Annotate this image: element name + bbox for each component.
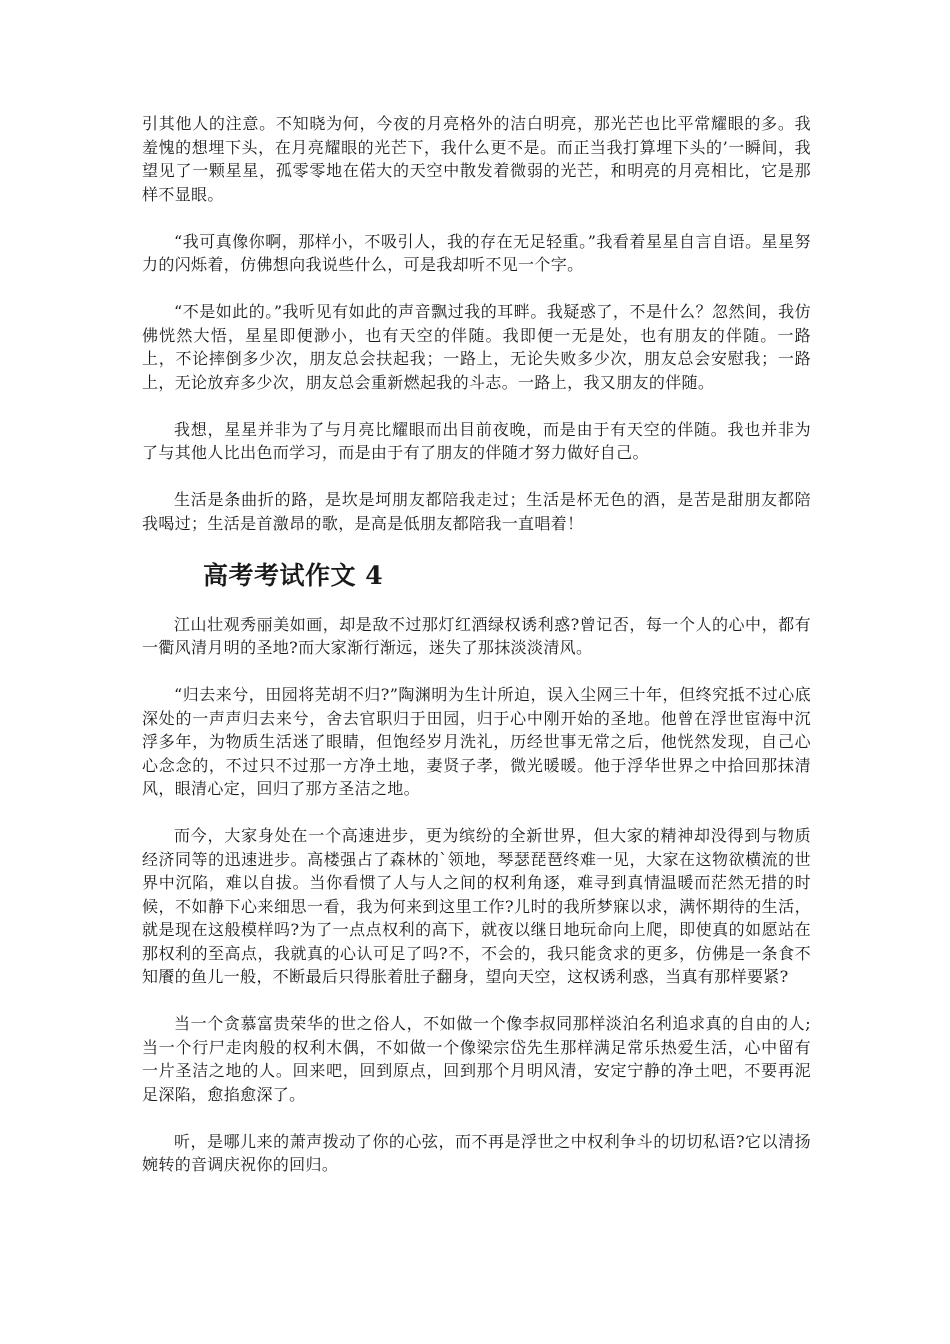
paragraph-3: “不是如此的。”我听见有如此的声音飘过我的耳畔。我疑惑了，不是什么？忽然间，我仿佛恍然大悟，星星即便渺小，也有天空的伴随。我即便一无是处，也有朋友的伴随。一路上，不论摔倒多少次，朋友总会扶起我；一路上，无论失败多少次，朋友总会安慰我；一路上，无论放弃多少次，朋友总会重新燃起我的斗志。一路上，我又朋友的伴随。 — [142, 302, 811, 392]
paragraph-9: 当一个贪慕富贵荣华的世之俗人，不如做一个像李叔同那样淡泊名利追求真的自由的人;当一个行尸走肉般的权利木偶，不如做一个像梁宗岱先生那样满足常乐热爱生活，心中留有一片圣洁之地的人。回来吧，回到原点，回到那个月明风清，安定宁静的净土吧，不要再泥足深陷，愈掐愈深了。 — [142, 1014, 811, 1104]
paragraph-7: “归去来兮，田园将芜胡不归?”陶渊明为生计所迫，误入尘网三十年，但终究抵不过心底深处的一声声归去来兮，舍去官职归于田园，归于心中刚开始的圣地。他曾在浮世宦海中沉浮多年，为物质生活迷了眼睛，但饱经岁月洗礼，历经世事无常之后，他恍然发现，自己心心念念的，不过只不过那一方净土地，妻贤子孝，微光暖暖。他于浮华世界之中拾回那抹清风，眼清心定，回归了那方圣洁之地。 — [142, 685, 811, 798]
paragraph-10: 听，是哪儿来的萧声拨动了你的心弦，而不再是浮世之中权利争斗的切切私语?它以清扬婉转的音调庆祝你的回归。 — [142, 1131, 811, 1174]
section-heading: 高考考试作文 4 — [203, 560, 384, 590]
document-page — [142, 112, 811, 1200]
paragraph-1: 引其他人的注意。不知晓为何，今夜的月亮格外的洁白明亮，那光芒也比平常耀眼的多。我羞愧的想埋下头，在月亮耀眼的光芒下，我什么更不是。而正当我打算埋下头的’一瞬间，我望见了一颗星星，孤零零地在偌大的天空中散发着微弱的光芒，和明亮的月亮相比，它是那样不显眼。 — [142, 114, 811, 204]
paragraph-8: 而今，大家身处在一个高速进步，更为缤纷的全新世界，但大家的精神却没得到与物质经济同等的迅速进步。高楼强占了森林的`领地，琴瑟琵琶终难一见，大家在这物欲横流的世界中沉陷，难以自拔。当你看惯了人与人之间的权利角逐，难寻到真情温暖而茫然无措的时候，不如静下心来细思一看，我为何来到这里工作?儿时的我所梦寐以求，满怀期待的生活，就是现在这般模样吗?为了一点点权利的高下，就夜以继日地玩命向上爬，即使真的如愿站在那权利的至高点，我就真的心认可足了吗?不，不会的，我只能贪求的更多，仿佛是一条食不知餍的鱼儿一般，不断最后只得胀着肚子翻身，望向天空，这权诱利惑，当真有那样要紧? — [142, 826, 811, 986]
paragraph-2: “我可真像你啊，那样小，不吸引人，我的存在无足轻重。”我看着星星自言自语。星星努力的闪烁着，仿佛想向我说些什么，可是我却听不见一个字。 — [142, 231, 811, 274]
paragraph-5: 生活是条曲折的路，是坎是坷朋友都陪我走过；生活是杯无色的酒，是苦是甜朋友都陪我喝过；生活是首激昂的歌，是高是低朋友都陪我一直唱着！ — [142, 490, 811, 533]
paragraph-6: 江山壮观秀丽美如画，却是敌不过那灯红酒绿权诱利惑?曾记否，每一个人的心中，都有一衢风清月明的圣地?而大家渐行渐远，迷失了那抹淡淡清风。 — [142, 614, 811, 657]
paragraph-4: 我想，星星并非为了与月亮比耀眼而出目前夜晚，而是由于有天空的伴随。我也并非为了与其他人比出色而学习，而是由于有了朋友的伴随才努力做好自己。 — [142, 419, 811, 462]
